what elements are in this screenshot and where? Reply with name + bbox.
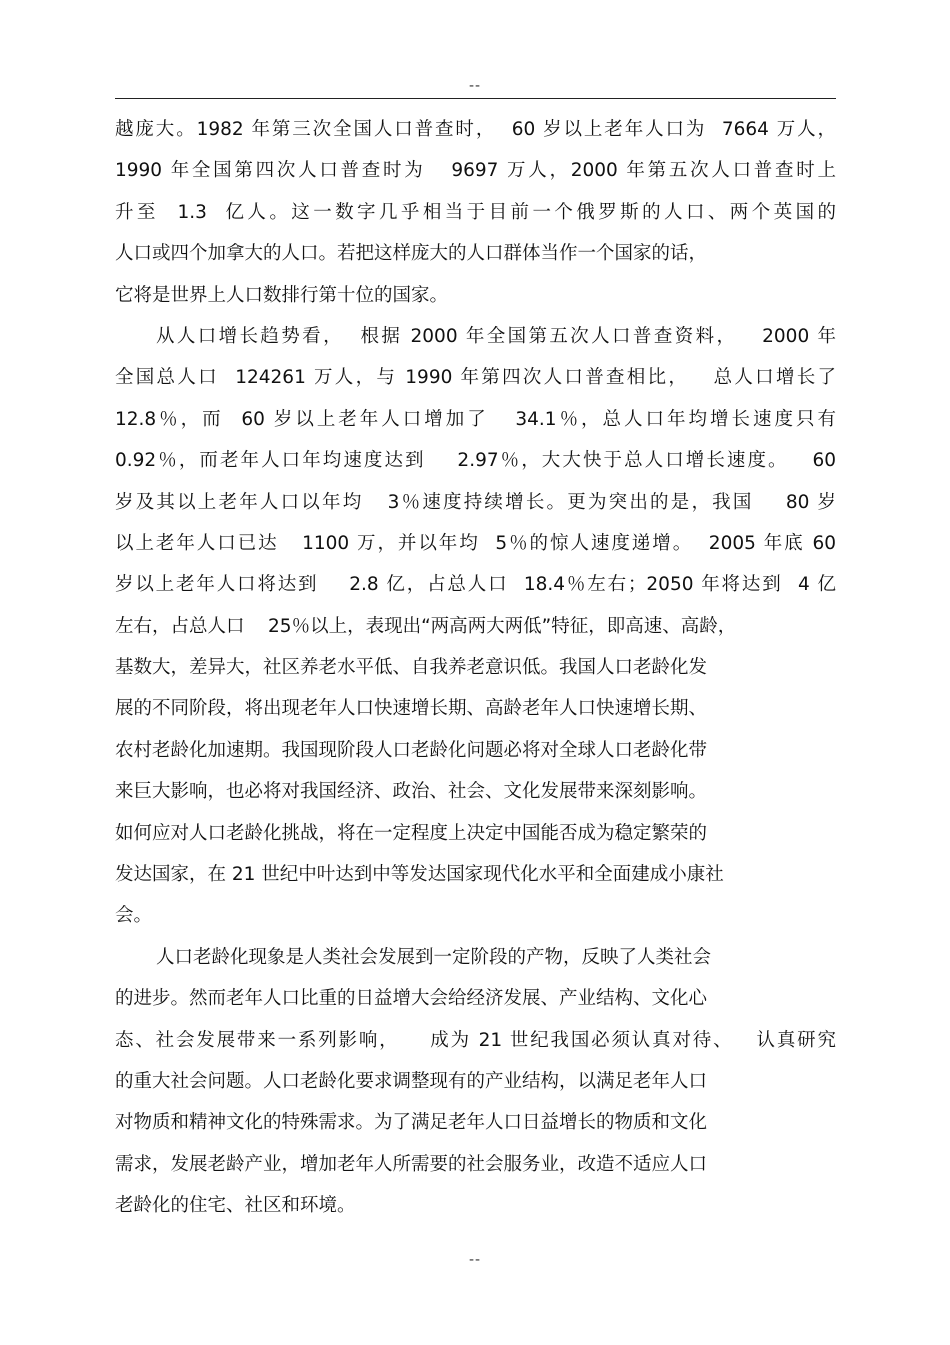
- text-line: 升至 1.3 亿人。这一数字几乎相当于目前一个俄罗斯的人口、两个英国的: [115, 201, 836, 223]
- text-line: 12.8％，而 60 岁以上老年人口增加了 34.1％，总人口年均增长速度只有: [115, 408, 836, 430]
- text-line: 对物质和精神文化的特殊需求。为了满足老年人口日益增长的物质和文化: [115, 1112, 708, 1134]
- text-line: 人口或四个加拿大的人口。若把这样庞大的人口群体当作一个国家的话，: [115, 243, 708, 265]
- header-rule: [115, 98, 836, 99]
- text-line: 0.92％，而老年人口年均速度达到 2.97％，大大快于总人口增长速度。 60: [115, 450, 836, 472]
- text-line: 它将是世界上人口数排行第十位的国家。: [115, 284, 449, 306]
- text-line: 从人口增长趋势看， 根据 2000 年全国第五次人口普查资料， 2000 年: [156, 325, 836, 347]
- page-header-mark: --: [468, 78, 482, 94]
- text-line: 人口老龄化现象是人类社会发展到一定阶段的产物，反映了人类社会: [156, 946, 712, 968]
- text-line: 左右，占总人口 25％以上，表现出“两高两大两低”特征，即高速、高龄，: [115, 615, 737, 637]
- text-line: 老龄化的住宅、社区和环境。: [115, 1195, 356, 1217]
- text-line: 发达国家，在 21 世纪中叶达到中等发达国家现代化水平和全面建成小康社: [115, 864, 724, 886]
- text-line: 以上老年人口已达 1100 万，并以年均 5％的惊人速度递增。 2005 年底 60: [115, 532, 836, 554]
- text-line: 越庞大。1982 年第三次全国人口普查时， 60 岁以上老年人口为 7664 万人，: [115, 119, 836, 140]
- text-line: 基数大，差异大，社区养老水平低、自我养老意识低。我国人口老龄化发: [115, 657, 708, 679]
- text-line: 的进步。然而老年人口比重的日益增大会给经济发展、产业结构、文化心: [115, 988, 708, 1010]
- text-line: 如何应对人口老龄化挑战，将在一定程度上决定中国能否成为稳定繁荣的: [115, 822, 708, 844]
- text-line: 1990 年全国第四次人口普查时为 9697 万人，2000 年第五次人口普查时上: [115, 160, 836, 182]
- text-line: 态、社会发展带来一系列影响， 成为 21 世纪我国必须认真对待、 认真研究: [115, 1029, 836, 1051]
- text-line: 会。: [115, 905, 153, 927]
- paragraph-1: [115, 109, 836, 316]
- text-line: 需求，发展老龄产业，增加老年人所需要的社会服务业，改造不适应人口: [115, 1153, 708, 1175]
- text-line: 岁以上老年人口将达到 2.8 亿，占总人口 18.4％左右；2050 年将达到 4 亿: [115, 574, 836, 596]
- text-line: 岁及其以上老年人口以年均 3％速度持续增长。更为突出的是，我国 80 岁: [115, 491, 836, 513]
- text-line: 全国总人口 124261 万人，与 1990 年第四次人口普查相比， 总人口增长了: [115, 367, 836, 389]
- text-line: 来巨大影响，也必将对我国经济、政治、社会、文化发展带来深刻影响。: [115, 781, 708, 803]
- page-footer-mark: --: [468, 1252, 482, 1268]
- document-body: [115, 109, 836, 1227]
- text-line: 的重大社会问题。人口老龄化要求调整现有的产业结构，以满足老年人口: [115, 1070, 708, 1092]
- paragraph-3: [115, 937, 836, 1227]
- text-line: 展的不同阶段，将出现老年人口快速增长期、高龄老年人口快速增长期、: [115, 698, 708, 720]
- text-line: 农村老龄化加速期。我国现阶段人口老龄化问题必将对全球人口老龄化带: [115, 739, 708, 761]
- paragraph-2: [115, 316, 836, 937]
